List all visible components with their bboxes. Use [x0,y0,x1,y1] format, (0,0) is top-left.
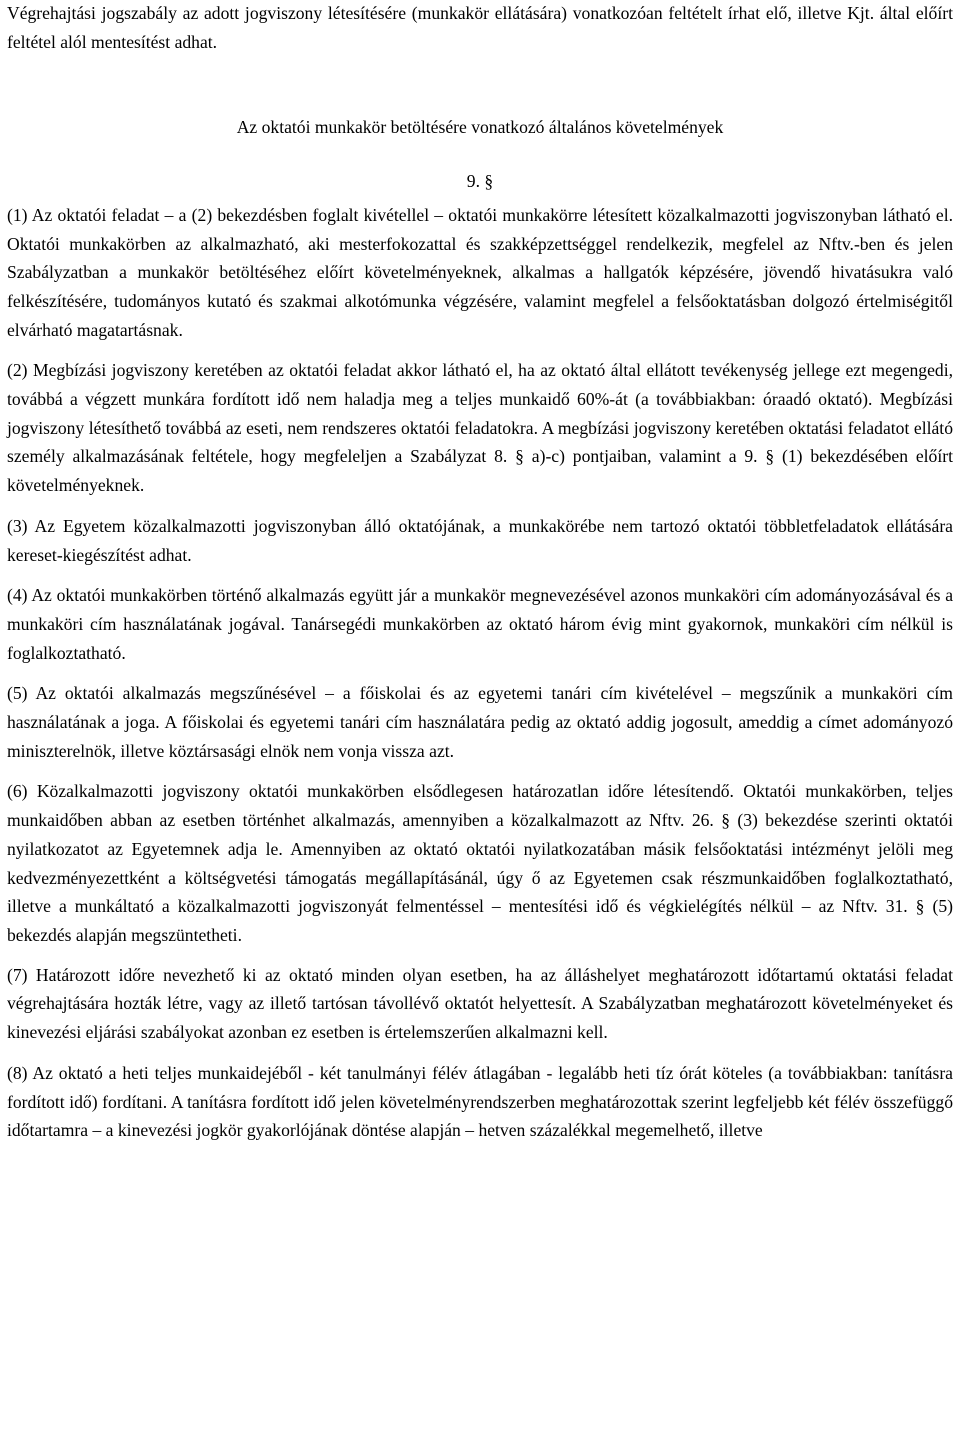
document-page [7,0,953,1145]
intro-paragraph: Végrehajtási jogszabály az adott jogviszony létesítésére (munkakör ellátására) vonatkozóan feltételt írhat elő, illetve Kjt. által előírt feltétel alól mentesítést adhat. [7,3,953,52]
paragraph-8: (8) Az oktató a heti teljes munkaidejéből - két tanulmányi félév átlagában - legalább heti tíz órát köteles (a továbbiakban: tanításra fordított idő) fordítani. A tanításra fordított idő jelen követelményrendszerben meghatározottak szerint legfeljebb két félév összefüggő időtartamra – a kinevezési jogkör gyakorlójának döntése alapján – hetven százalékkal megemelhető, illetve [7,1062,953,1141]
paragraph-4: (4) Az oktatói munkakörben történő alkalmazás együtt jár a munkakör megnevezésével azonos munkaköri cím adományozásával és a munkaköri cím használatának jogával. Tanársegédi munkakörben az oktató három évig mint gyakornok, munkaköri cím nélkül is foglalkoztatható. [7,585,953,663]
paragraph-5: (5) Az oktatói alkalmazás megszűnésével – a főiskolai és az egyetemi tanári cím kivételével – megszűnik a munkaköri cím használatának a joga. A főiskolai és egyetemi tanári cím használatára pedig az oktató addig jogosult, ameddig a címet adományozó miniszterelnök, illetve köztársasági elnök nem vonja vissza azt. [7,683,953,761]
section-heading: Az oktatói munkakör betöltésére vonatkozó általános követelmények [236,117,724,138]
paragraph-7: (7) Határozott időre nevezhető ki az oktató minden olyan esetben, ha az álláshelyet meghatározott időtartamú oktatási feladat végrehajtására hozták létre, vagy az illető tartósan távollévő oktatót helyettesít. A Szabályzatban meghatározott követelményeket és kinevezési eljárási szabályokat azonban ez esetben is értelemszerűen alkalmazni kell. [7,964,953,1043]
section-number: 9. § [466,171,494,192]
paragraph-6: (6) Közalkalmazotti jogviszony oktatói munkakörben elsődlegesen határozatlan időre létesítendő. Oktatói munkakörben, teljes munkaidőben abban az esetben történhet alkalmazás, amennyiben a közalkalmazott az Nftv. 26. § (3) bekezdése szerinti oktatói nyilatkozatot az Egyetemnek adja le. Amennyiben az oktató oktatói nyilatkozatában másik felsőoktatási intézményt jelöli meg kedvezményezettként a költségvetési támogatás megállapításánál, úgy ő az Egyetemen csak részmunkaidőben foglalkoztatható, illetve a munkáltató a közalkalmazotti jogviszonyát felmentéssel – mentesítési idő és végkielégítés nélkül – az Nftv. 31. § (5) bekezdés alapján megszüntetheti. [7,781,953,945]
paragraph-3: (3) Az Egyetem közalkalmazotti jogviszonyban álló oktatójának, a munkakörébe nem tartozó oktatói többletfeladatok ellátására kereset-kiegészítést adhat. [7,515,953,565]
paragraph-1: (1) Az oktatói feladat – a (2) bekezdésben foglalt kivétellel – oktatói munkakörre létesített közalkalmazotti jogviszonyban látható el. Oktatói munkakörben az alkalmazható, aki mesterfokozattal és szakképzettséggel rendelkezik, megfelel az Nftv.-ben és jelen Szabályzatban a munkakör betöltéséhez előírt követelményeknek, alkalmas a hallgatók képzésére, jövendő hivatásukra való felkészítésére, tudományos kutató és szakmai alkotómunka végzésére, valamint megfelel a felsőoktatásban dolgozó értelmiségitől elvárható magatartásnak. [7,204,953,340]
paragraph-2: (2) Megbízási jogviszony keretében az oktatói feladat akkor látható el, ha az oktató által ellátott tevékenység jellege ezt megengedi, továbbá a végzett munkára fordított idő nem haladja meg a teljes munkaidő 60%-át (a továbbiakban: óraadó oktató). Megbízási jogviszony létesíthető továbbá az eseti, nem rendszeres oktatói feladatokra. A megbízási jogviszony keretében oktatási feladatot ellátó személy alkalmazásának feltétele, hogy megfeleljen a Szabályzat 8. § a)-c) pontjaiban, valamint a 9. § (1) bekezdésében előírt követelményeknek. [7,360,953,496]
